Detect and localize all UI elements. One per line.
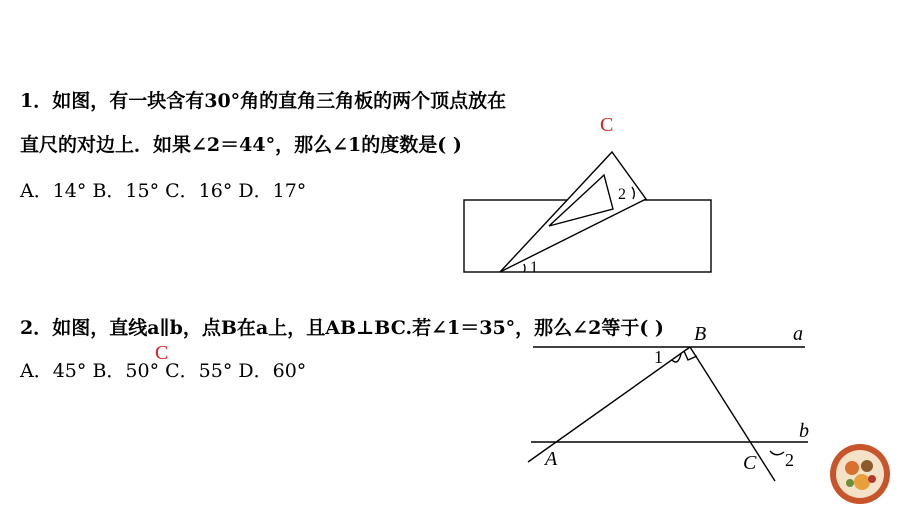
label-a: a <box>793 323 803 345</box>
q2-options: A．45° B．50° C．55° D．60° <box>20 360 307 382</box>
q2-answer: C <box>155 342 169 364</box>
angle1-arc <box>524 264 525 272</box>
triangle-outer <box>500 152 646 272</box>
q1-options: A．14° B．15° C．16° D．17° <box>20 180 307 202</box>
q2-line1: 2．如图，直线a∥b，点B在a上，且AB⊥BC.若∠1＝35°，那么∠2等于( ) <box>20 317 664 339</box>
q2-angle1-label: 1 <box>654 347 663 367</box>
label-C: C <box>743 452 757 474</box>
label-b: b <box>799 420 809 442</box>
q1-line2: 直尺的对边上．如果∠2＝44°，那么∠1的度数是( ) <box>20 134 462 156</box>
label-A: A <box>545 448 558 470</box>
label-B: B <box>694 323 707 345</box>
q1-angle1-label: 1 <box>530 259 538 276</box>
segment-BC <box>690 347 775 481</box>
decorative-food-plate-icon <box>828 442 892 506</box>
q1-answer: C <box>600 114 614 136</box>
q1-angle2-label: 2 <box>618 186 626 203</box>
q2-angle2-label: 2 <box>785 450 794 470</box>
angle2-arc <box>770 451 784 455</box>
q1-figure <box>464 152 711 272</box>
segment-AB <box>528 347 690 462</box>
q2-figure <box>528 347 808 481</box>
q1-line1: 1．如图，有一块含有30°角的直角三角板的两个顶点放在 <box>20 90 507 112</box>
